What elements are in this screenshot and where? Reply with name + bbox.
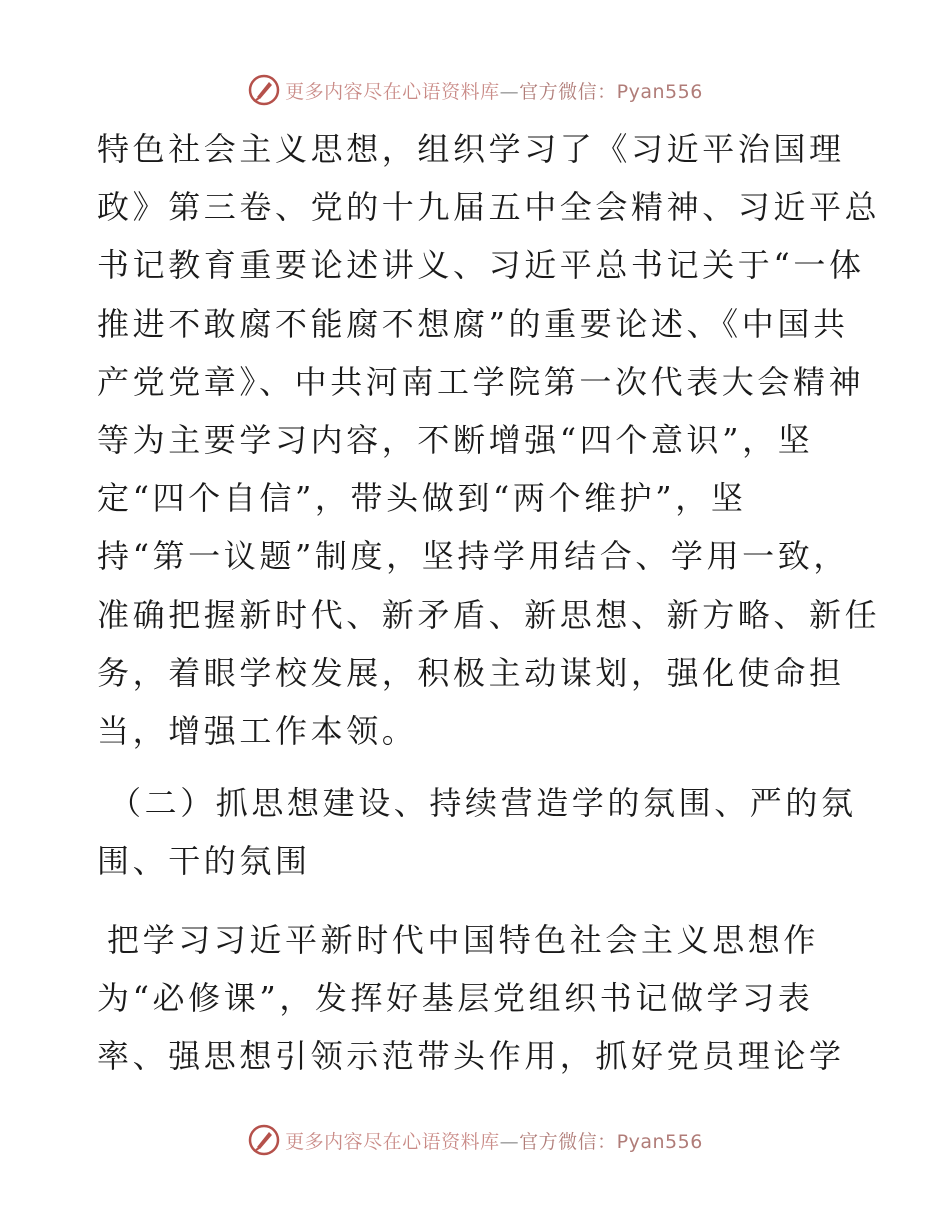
- quill-seal-icon: [247, 73, 281, 107]
- text-line: 率、强思想引领示范带头作用，抓好党员理论学: [97, 1037, 845, 1076]
- paragraph: [97, 120, 881, 760]
- text-line: 为“必修课”，发挥好基层党组织书记做学习表: [97, 978, 814, 1017]
- watermark-site-text: 更多内容尽在心语资料库: [285, 80, 500, 103]
- text-line: 围、干的氛围: [97, 842, 311, 881]
- watermark-separator: —: [499, 1130, 520, 1153]
- text-line: 持“第一议题”制度，坚持学用结合、学用一致，: [97, 537, 849, 576]
- text-line: 准确把握新时代、新矛盾、新思想、新方略、新任: [97, 595, 881, 634]
- watermark-contact-text: 官方微信：Pyan556: [519, 80, 703, 103]
- text-line: 政》第三卷、党的十九届五中全会精神、习近平总: [97, 188, 881, 227]
- text-line: 推进不敢腐不能腐不想腐”的重要论述、《中国共: [97, 304, 849, 343]
- watermark-separator: —: [499, 80, 520, 103]
- text-line: 把学习习近平新时代中国特色社会主义思想作: [107, 920, 820, 959]
- text-line: （二）抓思想建设、持续营造学的氛围、严的氛: [109, 784, 857, 823]
- section-heading: [97, 774, 857, 890]
- watermark-contact-text: 官方微信：Pyan556: [519, 1130, 703, 1153]
- document-body: [97, 120, 881, 1085]
- text-line: 书记教育重要论述讲义、习近平总书记关于“一体: [97, 246, 865, 285]
- text-line: 产党党章》、中共河南工学院第一次代表大会精神: [97, 362, 865, 401]
- quill-seal-icon: [247, 1123, 281, 1157]
- text-line: 特色社会主义思想，组织学习了《习近平治国理: [97, 130, 845, 168]
- header-watermark: [0, 70, 950, 110]
- text-line: 当，增强工作本领。: [97, 712, 418, 751]
- footer-watermark: [0, 1120, 950, 1160]
- watermark-site-text: 更多内容尽在心语资料库: [285, 1130, 500, 1153]
- paragraph: [97, 911, 857, 1086]
- text-line: 定“四个自信”，带头做到“两个维护”，坚: [97, 479, 747, 518]
- text-line: 务，着眼学校发展，积极主动谋划，强化使命担: [97, 653, 845, 692]
- text-line: 等为主要学习内容，不断增强“四个意识”，坚: [97, 421, 814, 460]
